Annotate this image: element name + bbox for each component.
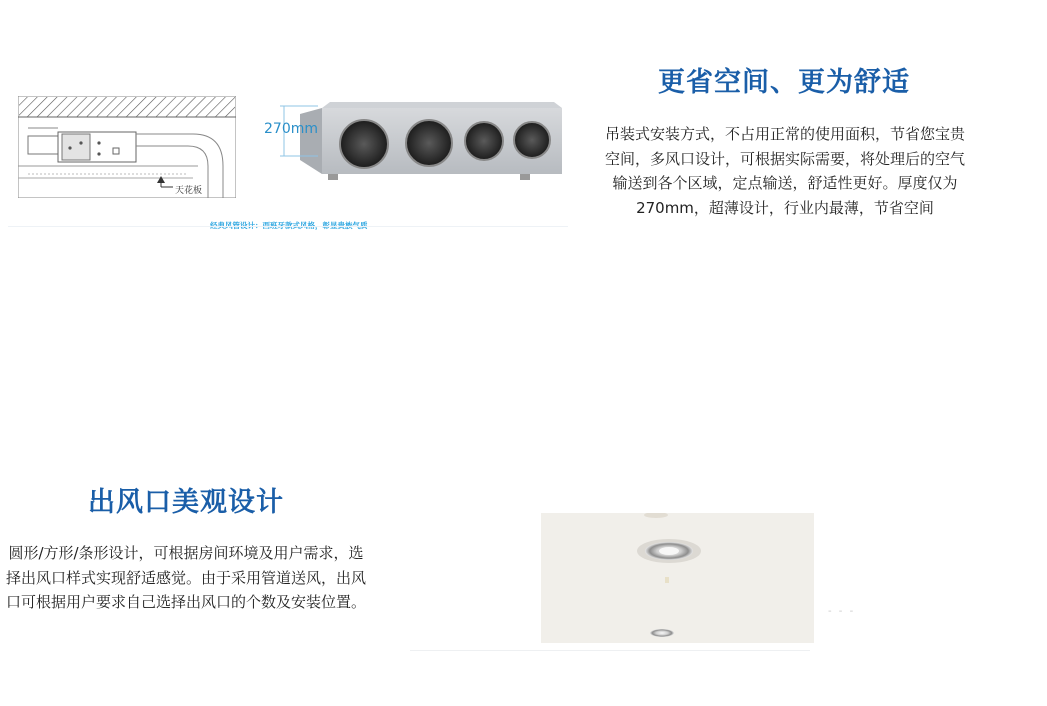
duct-unit-drawing <box>270 100 570 190</box>
decorative-marks: - - - <box>828 606 856 617</box>
section-title-outlet-design: 出风口美观设计 <box>88 487 284 518</box>
thickness-dimension-label: 270mm <box>264 121 318 137</box>
ceiling-label: 天花板 <box>175 186 203 196</box>
section-title-space-saving: 更省空间、更为舒适 <box>658 67 910 98</box>
duct-unit-image <box>270 100 570 190</box>
divider <box>410 650 810 651</box>
section-description-outlet-design: 圆形/方形/条形设计，可根据房间环境及用户需求，选择出风口样式实现舒适感觉。由于采用管道送风，出风口可根据用户要求自己选择出风口的个数及安装位置。 <box>5 544 366 611</box>
installation-diagram <box>18 96 236 198</box>
section-description-space-saving: 吊装式安装方式，不占用正常的使用面积，节省您宝贵空间，多风口设计，可根据实际需要，将处理后的空气输送到各个区域，定点输送，舒适性更好。厚度仅为270mm，超薄设计，行业内最薄，节省空间 <box>604 125 965 217</box>
ceiling-outlet-image <box>541 513 814 643</box>
divider <box>8 226 568 227</box>
ceiling-outlet-drawing <box>541 513 814 643</box>
installation-diagram-drawing <box>18 96 236 198</box>
